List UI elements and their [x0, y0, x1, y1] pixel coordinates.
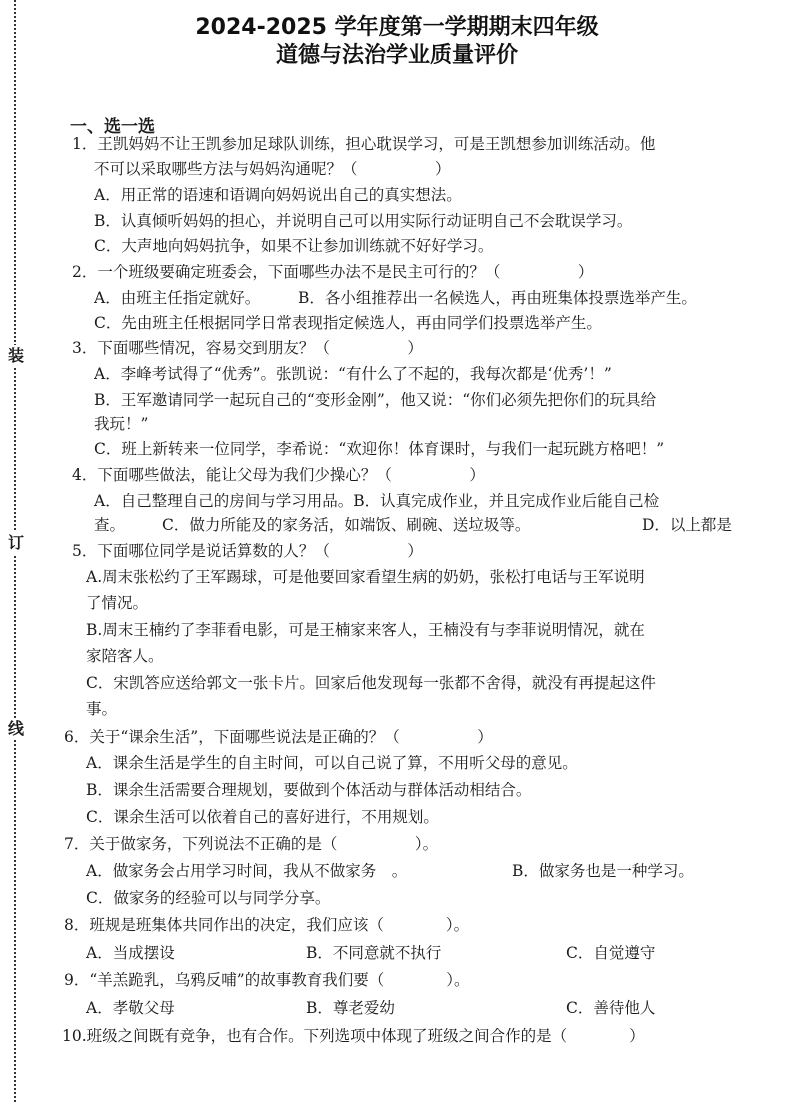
- binding-word-xian: 线: [5, 718, 27, 740]
- q8-stem: 8．班规是班集体共同作出的决定，我们应该（ ）。: [64, 916, 470, 934]
- q3-option-a: A．李峰考试得了“优秀”。张凯说：“有什么了不起的，我每次都是‘优秀’！”: [94, 365, 612, 383]
- q5-option-c-line1: C．宋凯答应送给郭文一张卡片。回家后他发现每一张都不舍得，就没有再提起这件: [86, 674, 656, 692]
- section-heading: 一、选一选: [70, 117, 155, 137]
- q7-option-a: A．做家务会占用学习时间，我从不做家务 。: [86, 862, 408, 880]
- q5-option-a-line1: A.周末张松约了王军踢球，可是他要回家看望生病的奶奶，张松打电话与王军说明: [86, 568, 645, 586]
- q1-stem-line2: 不可以采取哪些方法与妈妈沟通呢？（ ）: [94, 160, 451, 178]
- q6-option-c: C．课余生活可以依着自己的喜好进行，不用规划。: [86, 808, 439, 826]
- exam-title-line1: 2024-2025 学年度第一学期期末四年级: [195, 15, 599, 40]
- q8-option-b: B．不同意就不执行: [306, 944, 442, 962]
- q6-option-a: A．课余生活是学生的自主时间，可以自己说了算，不用听父母的意见。: [86, 754, 578, 772]
- q8-option-a: A．当成摆设: [86, 944, 175, 962]
- q3-option-c: C．班上新转来一位同学，李希说：“欢迎你！体育课时，与我们一起玩跳方格吧！”: [94, 440, 665, 458]
- binding-word-ding: 订: [5, 532, 27, 554]
- q1-stem-line1: 1．王凯妈妈不让王凯参加足球队训练，担心耽误学习，可是王凯想参加训练活动。他: [72, 135, 656, 153]
- q9-option-c: C．善待他人: [566, 999, 656, 1017]
- q3-option-b-line2: 我玩！”: [94, 415, 149, 433]
- q9-option-a: A．孝敬父母: [86, 999, 175, 1017]
- q4-option-c: C．做力所能及的家务活，如端饭、刷碗、送垃圾等。: [162, 516, 531, 534]
- q8-option-c: C．自觉遵守: [566, 944, 656, 962]
- q7-option-b: B．做家务也是一种学习。: [512, 862, 694, 880]
- q5-stem: 5．下面哪位同学是说话算数的人？（ ）: [72, 542, 423, 560]
- q2-stem: 2．一个班级要确定班委会，下面哪些办法不是民主可行的？（ ）: [72, 263, 594, 281]
- q5-option-c-line2: 事。: [86, 700, 118, 718]
- q4-option-a-b: A．自己整理自己的房间与学习用品。B．认真完成作业，并且完成作业后能自己检: [94, 492, 660, 510]
- q7-option-c: C．做家务的经验可以与同学分享。: [86, 889, 331, 907]
- q1-option-c: C．大声地向妈妈抗争，如果不让参加训练就不好好学习。: [94, 237, 494, 255]
- q5-option-b-line1: B.周末王楠约了李菲看电影，可是王楠家来客人，王楠没有与李菲说明情况，就在: [86, 621, 645, 639]
- q4-option-b-line2: 查。: [94, 516, 126, 534]
- q5-option-b-line2: 家陪客人。: [86, 647, 164, 665]
- q6-option-b: B．课余生活需要合理规划，要做到个体活动与群体活动相结合。: [86, 781, 532, 799]
- q9-stem: 9．“羊羔跪乳，乌鸦反哺”的故事教育我们要（ ）。: [64, 971, 470, 989]
- q6-stem: 6．关于“课余生活”，下面哪些说法是正确的？（ ）: [64, 728, 493, 746]
- q2-option-b: B．各小组推荐出一名候选人，再由班集体投票选举产生。: [298, 289, 697, 307]
- q3-stem: 3．下面哪些情况，容易交到朋友？（ ）: [72, 339, 423, 357]
- exam-title-line2: 道德与法治学业质量评价: [275, 43, 518, 68]
- q9-option-b: B．尊老爱幼: [306, 999, 395, 1017]
- binding-word-zhuang: 装: [5, 345, 27, 367]
- q1-option-a: A．用正常的语速和语调向妈妈说出自己的真实想法。: [94, 186, 462, 204]
- q2-option-c: C．先由班主任根据同学日常表现指定候选人，再由同学们投票选举产生。: [94, 314, 602, 332]
- q10-stem: 10.班级之间既有竞争，也有合作。下列选项中体现了班级之间合作的是（ ）: [62, 1027, 645, 1045]
- q3-option-b-line1: B．王军邀请同学一起玩自己的“变形金刚”，他又说：“你们必须先把你们的玩具给: [94, 391, 657, 409]
- q2-option-a: A．由班主任指定就好。: [94, 289, 261, 307]
- q4-option-d: D．以上都是: [642, 516, 732, 534]
- q4-stem: 4．下面哪些做法，能让父母为我们少操心？（ ）: [72, 466, 485, 484]
- q1-option-b: B．认真倾听妈妈的担心，并说明自己可以用实际行动证明自己不会耽误学习。: [94, 212, 633, 230]
- q5-option-a-line2: 了情况。: [86, 594, 149, 612]
- q7-stem: 7．关于做家务，下列说法不正确的是（ ）。: [64, 835, 439, 853]
